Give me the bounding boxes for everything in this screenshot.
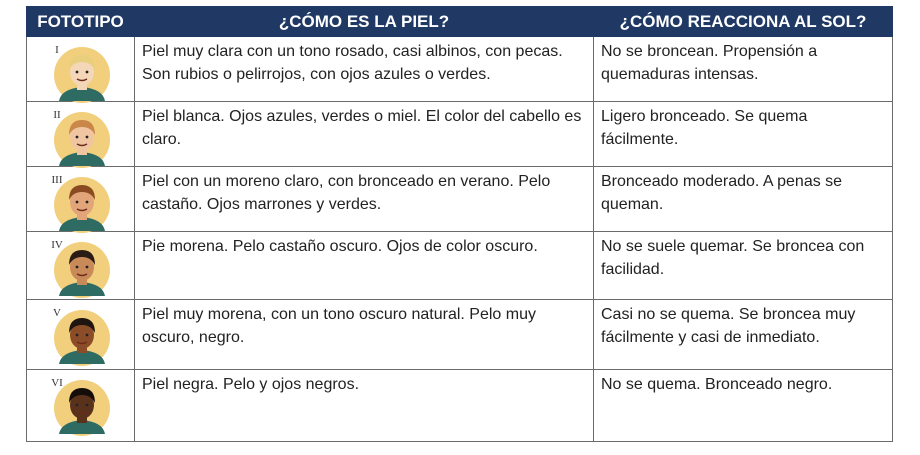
sun-reaction: No se suele quemar. Se broncea con facilidad.	[594, 232, 893, 300]
face-brown-icon	[47, 238, 117, 298]
face-black-icon	[47, 376, 117, 436]
face-light-icon	[47, 108, 117, 168]
fototipo-number: IV	[51, 239, 63, 251]
table-row	[27, 167, 893, 232]
fototipo-cell	[27, 300, 135, 370]
fototipo-number: II	[53, 109, 61, 121]
table-row	[27, 37, 893, 102]
fototipo-cell	[27, 37, 135, 102]
fototipo-number: VI	[51, 377, 63, 389]
skin-description: Pie morena. Pelo castaño oscuro. Ojos de color oscuro.	[135, 232, 594, 300]
fototipo-cell	[27, 370, 135, 442]
table-row	[27, 102, 893, 167]
face-blond-icon	[47, 43, 117, 103]
table-header-row	[27, 7, 893, 37]
skin-description: Piel negra. Pelo y ojos negros.	[135, 370, 594, 442]
table-row	[27, 370, 893, 442]
skin-description: Piel muy clara con un tono rosado, casi albinos, con pecas. Son rubios o pelirrojos, con ojos azules o verdes.	[135, 37, 594, 102]
skin-description: Piel blanca. Ojos azules, verdes o miel. El color del cabello es claro.	[135, 102, 594, 167]
fototipo-number: V	[53, 307, 61, 319]
skin-description: Piel con un moreno claro, con bronceado en verano. Pelo castaño. Ojos marrones y verdes.	[135, 167, 594, 232]
header-fototipo: FOTOTIPO	[27, 7, 135, 37]
sun-reaction: No se quema. Bronceado negro.	[594, 370, 893, 442]
face-tan-icon	[47, 173, 117, 233]
skin-description: Piel muy morena, con un tono oscuro natural. Pelo muy oscuro, negro.	[135, 300, 594, 370]
sun-reaction: Casi no se quema. Se broncea muy fácilmente y casi de inmediato.	[594, 300, 893, 370]
fototipo-number: III	[51, 174, 63, 186]
fototipo-number: I	[55, 44, 59, 56]
face-darkbrown-icon	[47, 306, 117, 366]
fototipo-cell	[27, 232, 135, 300]
header-sun: ¿CÓMO REACCIONA AL SOL?	[594, 7, 893, 37]
fototipo-table-container	[26, 6, 892, 442]
fototipo-cell	[27, 167, 135, 232]
fototipo-table	[26, 6, 893, 442]
sun-reaction: No se broncean. Propensión a quemaduras intensas.	[594, 37, 893, 102]
header-skin: ¿CÓMO ES LA PIEL?	[135, 7, 594, 37]
sun-reaction: Bronceado moderado. A penas se queman.	[594, 167, 893, 232]
sun-reaction: Ligero bronceado. Se quema fácilmente.	[594, 102, 893, 167]
fototipo-cell	[27, 102, 135, 167]
table-row	[27, 232, 893, 300]
table-row	[27, 300, 893, 370]
